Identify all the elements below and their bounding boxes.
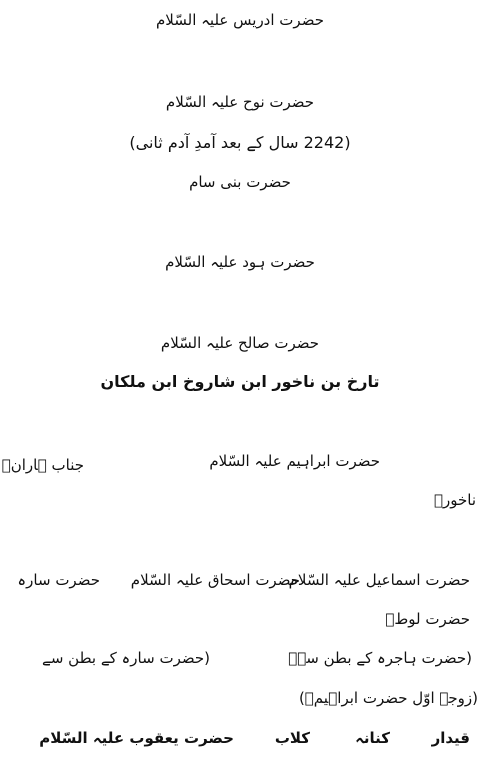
idris-heading: حضرت ادریس علیہ السّلام bbox=[156, 11, 324, 29]
nuh-heading: حضرت نوح علیہ السّلام bbox=[165, 93, 315, 111]
ismail-heading: حضرت اسماعیل علیہ السّلام bbox=[288, 571, 470, 589]
tarikh-lineage: تارخ بن ناخور ابن شاروخ ابن ملکان bbox=[100, 372, 380, 391]
kinana-name: کنانہ bbox=[355, 729, 390, 747]
kilab-name: کلاب bbox=[274, 729, 310, 747]
from-hajira-note: (حضرت ہاجرہ کے بطن سےؑ bbox=[288, 649, 472, 667]
salih-heading: حضرت صالح علیہ السّلام bbox=[160, 334, 320, 352]
nakhur-name: ناخورؑ bbox=[433, 491, 476, 509]
nuh-note: (2242 سال کے بعد آمدِ آدم ثانی) bbox=[129, 133, 351, 152]
lut-name: حضرت لوطؑ bbox=[385, 610, 470, 628]
haran-name: جناب ہارانؑ bbox=[1, 456, 84, 474]
sarah-name: حضرت سارہ bbox=[17, 571, 100, 589]
first-wife-note: (زوجہ اوّل حضرت ابراہیمؑ) bbox=[298, 689, 478, 707]
hud-heading: حضرت ہود علیہ السّلام bbox=[165, 253, 315, 271]
qaidar-name: قیدار bbox=[431, 729, 470, 747]
bani-sam: حضرت بنی سام bbox=[189, 173, 291, 191]
ishaq-heading: حضرت اسحاق علیہ السّلام bbox=[130, 571, 300, 589]
ibrahim-heading: حضرت ابراہیم علیہ السّلام bbox=[209, 452, 380, 470]
yaqub-heading: حضرت یعقوب علیہ السّلام bbox=[39, 729, 234, 747]
from-sarah-note: (حضرت سارہ کے بطن سے bbox=[42, 649, 210, 667]
